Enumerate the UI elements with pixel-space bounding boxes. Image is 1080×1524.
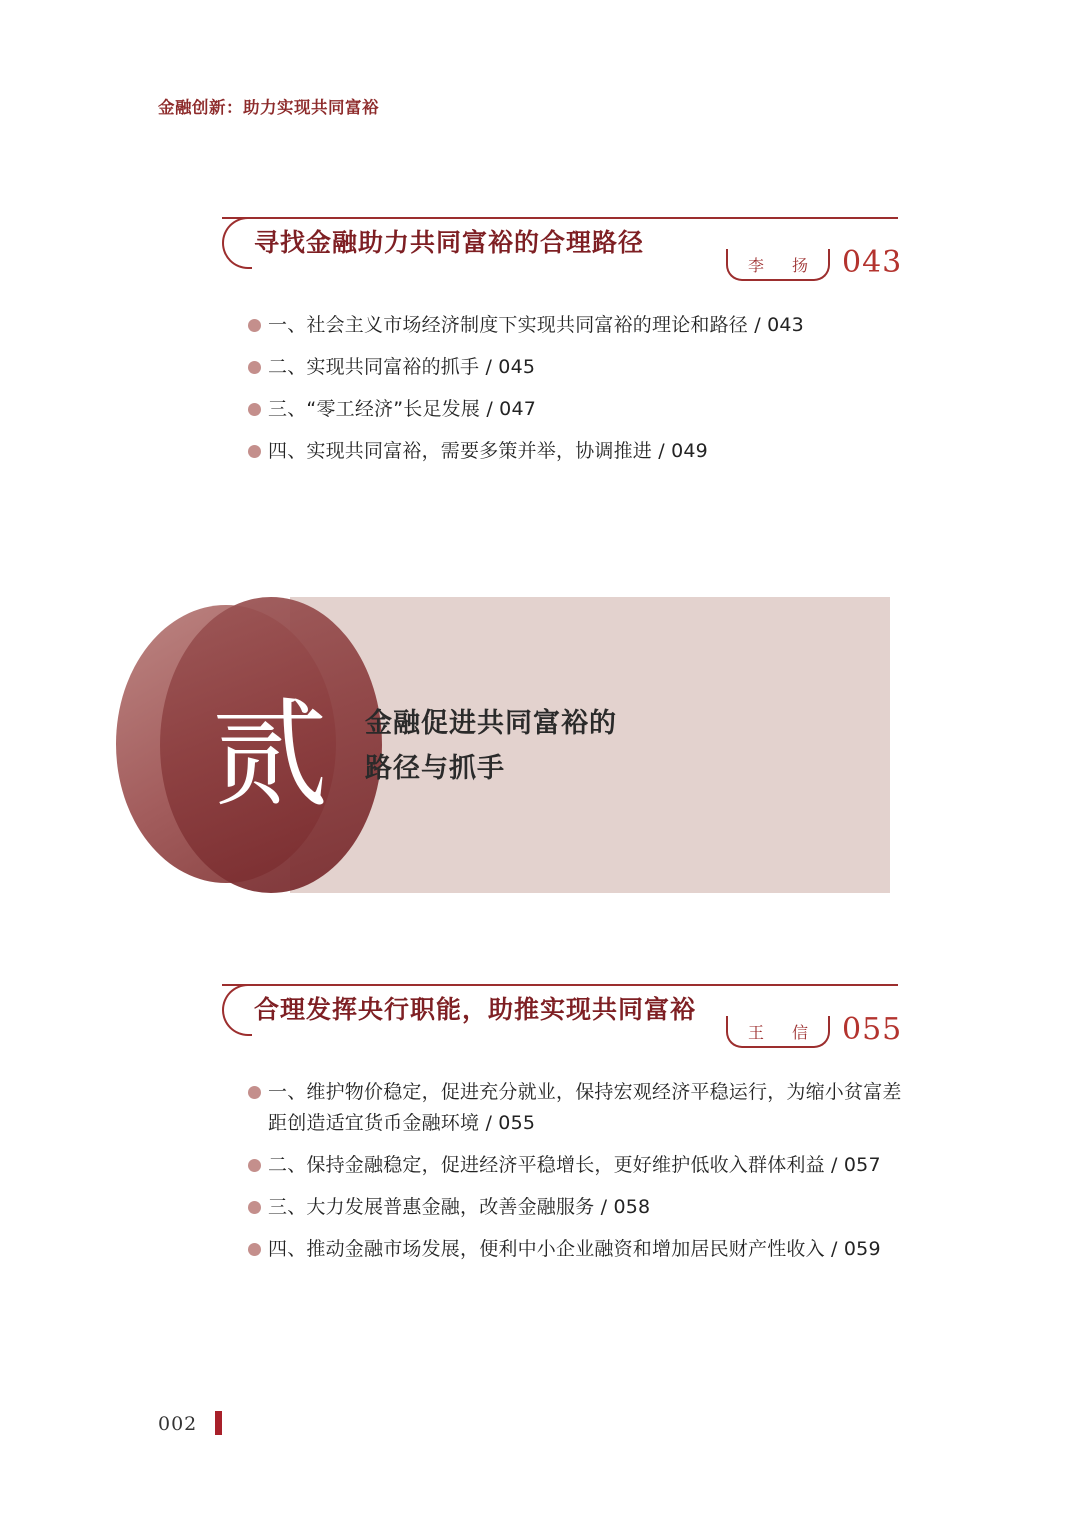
bullet-icon (248, 1201, 266, 1214)
list-item[interactable] (248, 1192, 908, 1223)
part-number: 贰 (212, 687, 330, 823)
part-title (365, 701, 617, 791)
toc-entry-2-page[interactable]: 055 (842, 1012, 903, 1047)
list-item-label: 二、保持金融稳定，促进经济平稳增长，更好维护低收入群体利益 / 057 (268, 1154, 881, 1176)
toc-entry-1-page[interactable]: 043 (842, 245, 903, 280)
page-number-mark (215, 1411, 222, 1435)
toc-entry-1-items (248, 310, 908, 478)
toc-entry-1-author-label: 李 扬 (748, 255, 815, 275)
list-item[interactable] (248, 1077, 908, 1139)
running-head: 金融创新：助力实现共同富裕 (158, 98, 379, 117)
entry-cap-left (222, 984, 252, 1036)
part-banner (110, 597, 890, 893)
toc-entry-1-author (726, 249, 830, 281)
toc-entry-2-author (726, 1016, 830, 1048)
bullet-icon (248, 1159, 266, 1172)
list-item-label: 二、实现共同富裕的抓手 / 045 (268, 356, 536, 378)
toc-entry-1-head (222, 205, 903, 285)
entry-rule (222, 217, 898, 219)
toc-entry-2-title[interactable]: 合理发挥央行职能，助推实现共同富裕 (254, 995, 697, 1024)
bullet-icon (248, 403, 266, 416)
list-item-label: 四、推动金融市场发展，便利中小企业融资和增加居民财产性收入 / 059 (268, 1238, 881, 1260)
toc-entry-1-title[interactable]: 寻找金融助力共同富裕的合理路径 (254, 228, 645, 257)
list-item-label: 四、实现共同富裕，需要多策并举，协调推进 / 049 (268, 440, 708, 462)
list-item[interactable] (248, 436, 908, 467)
bullet-icon (248, 1086, 266, 1099)
list-item-label: 三、大力发展普惠金融，改善金融服务 / 058 (268, 1196, 651, 1218)
list-item-label: 一、维护物价稳定，促进充分就业，保持宏观经济平稳运行，为缩小贫富差距创造适宜货币金融环境 / 055 (268, 1081, 902, 1134)
toc-entry-2-author-label: 王 信 (748, 1022, 815, 1042)
toc-entry-2 (222, 972, 903, 1052)
entry-cap-left (222, 217, 252, 269)
toc-entry-2-items (248, 1077, 908, 1276)
list-item[interactable] (248, 1150, 908, 1181)
list-item-label: 一、社会主义市场经济制度下实现共同富裕的理论和路径 / 043 (268, 314, 804, 336)
bullet-icon (248, 1243, 266, 1256)
page-number: 002 (158, 1413, 198, 1435)
list-item[interactable] (248, 352, 908, 383)
toc-entry-2-head (222, 972, 903, 1052)
list-item[interactable] (248, 1234, 908, 1265)
list-item[interactable] (248, 310, 908, 341)
part-title-line2: 路径与抓手 (365, 753, 505, 784)
part-title-line1: 金融促进共同富裕的 (365, 708, 617, 739)
list-item-label: 三、“零工经济”长足发展 / 047 (268, 398, 537, 420)
bullet-icon (248, 361, 266, 374)
bullet-icon (248, 445, 266, 458)
list-item[interactable] (248, 394, 908, 425)
entry-rule (222, 984, 898, 986)
toc-entry-1 (222, 205, 903, 285)
bullet-icon (248, 319, 266, 332)
